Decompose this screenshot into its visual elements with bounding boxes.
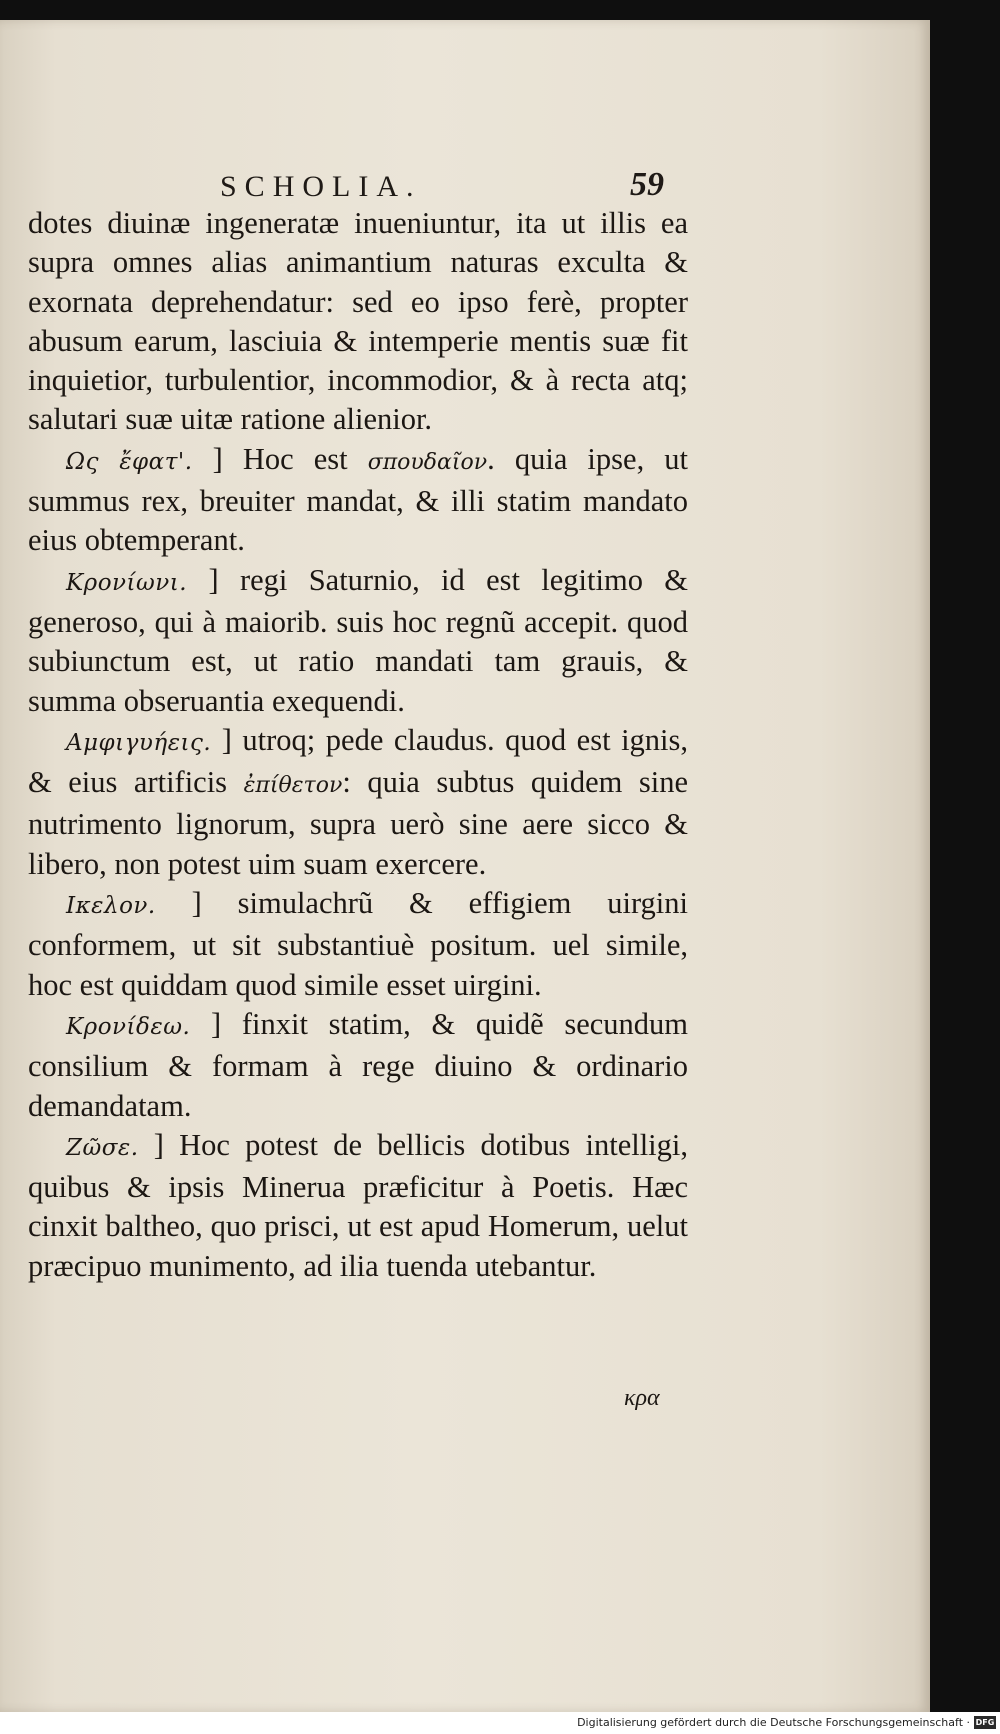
gloss-text: ] Hoc potest de bellicis dotibus intelligi, quibus & ipsis Minerua præficitur à Poetis. Hæc cinxit baltheo, quo prisci, ut est apud Homerum, uelut præcipuo munimento, ad ilia tuenda utebantur.: [28, 1127, 688, 1283]
scholion-entry: [28, 884, 688, 1005]
gloss-text: . quia ipse, ut summus rex, breuiter mandat, & illi statim mandato eius obtemperant.: [28, 441, 688, 558]
gloss-text: ] Hoc est: [212, 441, 348, 476]
running-head: [0, 152, 930, 212]
scholion-entry: [28, 1005, 688, 1126]
greek-word: ἐπίθετον: [243, 773, 343, 799]
dfg-logo: DFG: [975, 1718, 995, 1727]
commentary-text: [28, 204, 688, 1286]
book-page: [0, 20, 930, 1712]
lemma: Ζῶσε.: [66, 1134, 139, 1161]
gloss-text: : quia subtus quidem sine nutrimento lignorum, supra uerò sine aere sicco & libero, non potest uim suam exercere.: [28, 765, 688, 881]
lemma: Κρονίδεω.: [66, 1013, 191, 1040]
funding-credit: Digitalisierung gefördert durch die Deutsche Forschungsgemeinschaft ·: [577, 1716, 970, 1729]
greek-word: σπουδαῖον: [367, 449, 488, 475]
digitization-credit-bar: [0, 1712, 1000, 1734]
gloss-text: ] utroq; pede claudus. quod est ignis, & eius artificis: [28, 722, 689, 800]
scholion-entry: [28, 1126, 688, 1286]
intro-paragraph: dotes diuinæ ingeneratæ inueniuntur, ita ut illis ea supra omnes alias animantium naturas exculta & exornata deprehendatur: sed eo ipso ferè, propter abusum earum, lasciuia & intemperie mentis suæ fit inquietior, turbulentior, incommodior, & à recta atq; salutari suæ uitæ ratione alienior.: [28, 206, 688, 437]
lemma: Ικελον.: [66, 893, 156, 920]
gloss-text: ] finxit statim, & quidẽ secundum consilium & formam à rege diuino & ordinario demandatam.: [28, 1006, 688, 1123]
lemma: Αμφιγυήεις.: [66, 729, 212, 756]
lemma: Κρονίωνι.: [66, 569, 188, 596]
catchword: κρα: [624, 1385, 660, 1411]
scholion-entry: [28, 561, 688, 721]
page-number: 59: [630, 166, 664, 203]
scholion-entry: [28, 440, 688, 561]
gloss-text: ] simulachrũ & effigiem uirgini conformem, ut sit substantiuè positum. uel simile, hoc est quiddam quod simile esset uirgini.: [28, 886, 688, 1002]
gloss-text: ] regi Saturnio, id est legitimo & generoso, qui à maiorib. suis hoc regnũ accepit. quod subiunctum est, ut ratio mandati tam grauis, & summa obseruantia exequendi.: [28, 562, 689, 718]
lemma: Ως ἔφατ'.: [66, 448, 193, 475]
scholion-entry: [28, 721, 688, 884]
running-title: SCHOLIA.: [220, 170, 422, 203]
